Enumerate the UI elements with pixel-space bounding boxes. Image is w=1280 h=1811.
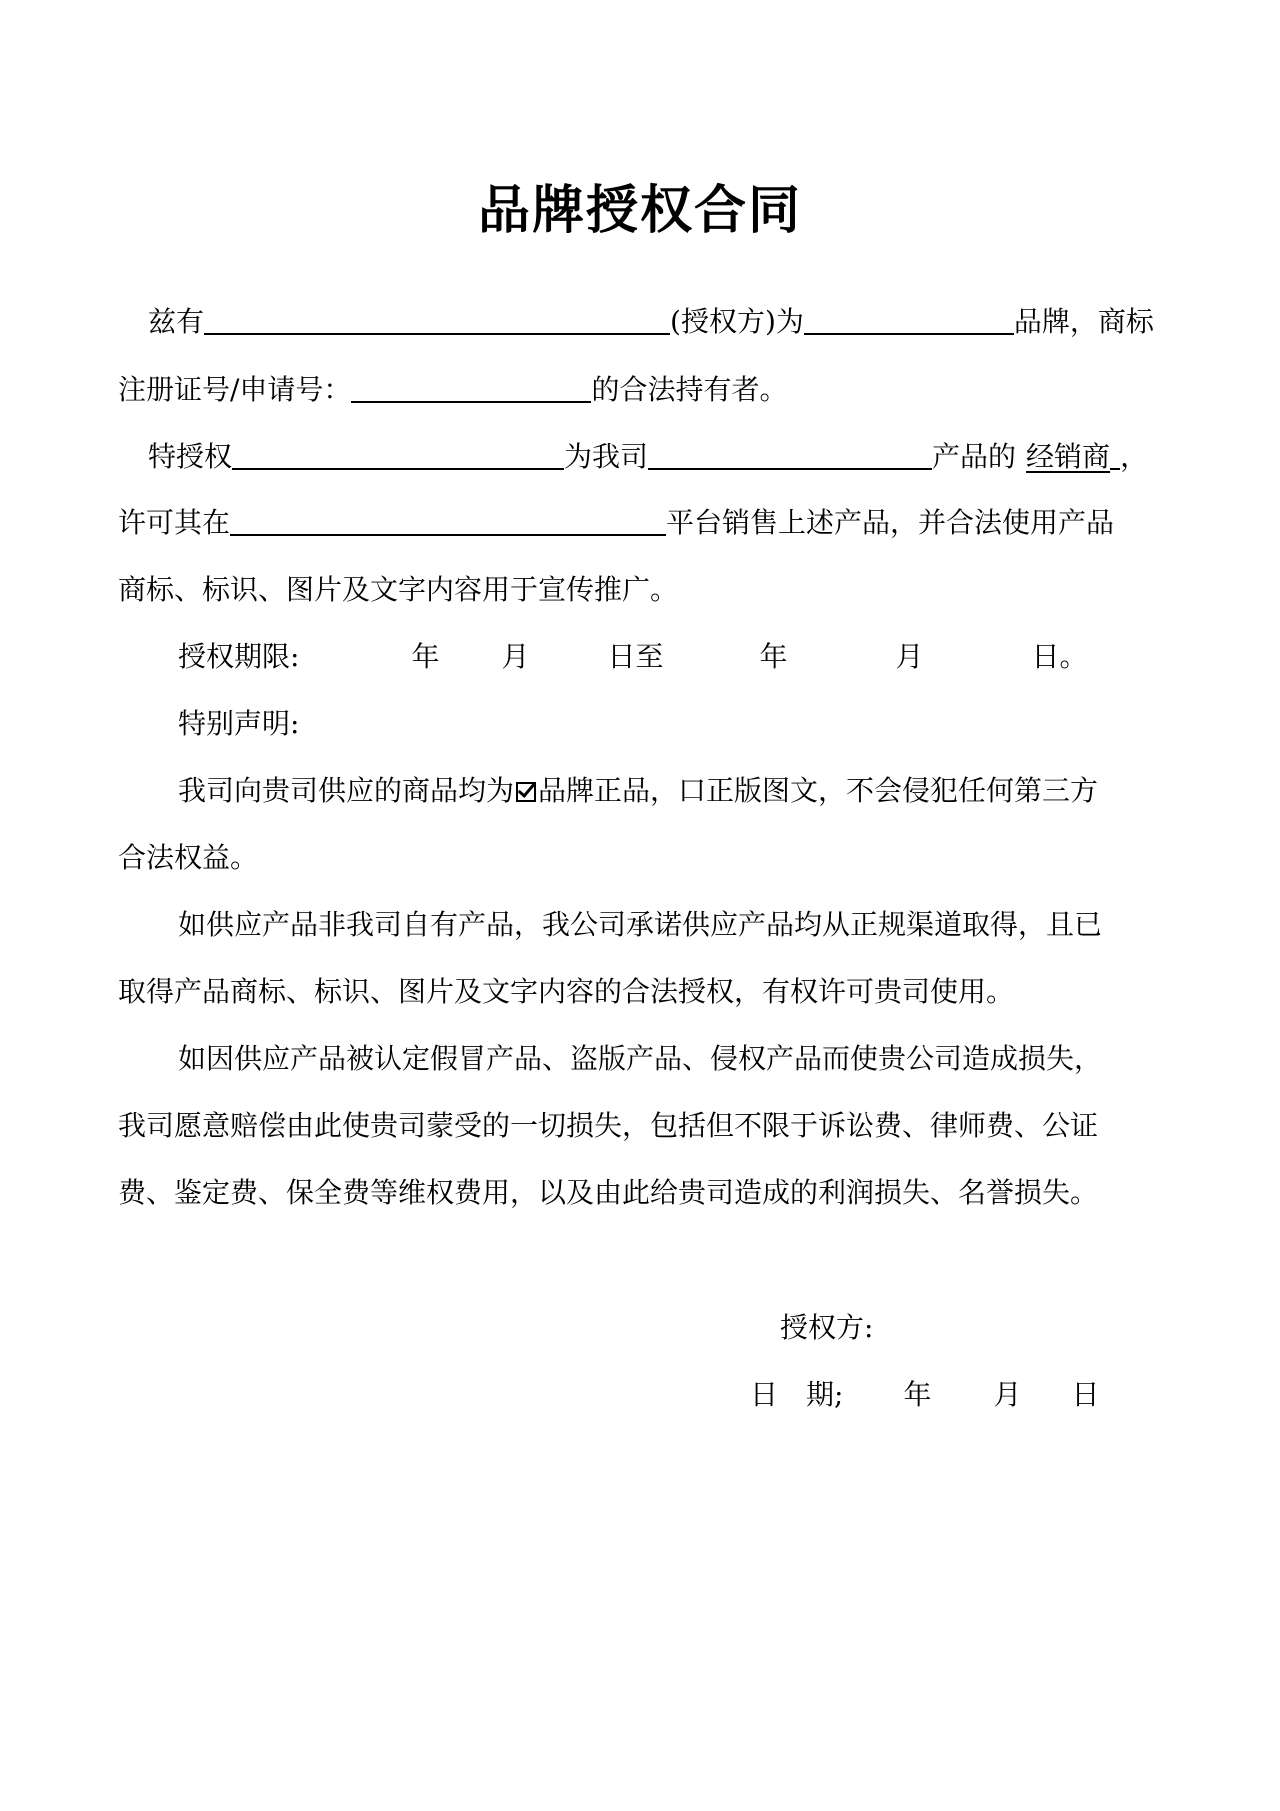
declaration-s2-line2 <box>118 972 1014 1012</box>
period-end-year: 年 <box>759 640 788 673</box>
declaration-heading <box>178 704 299 744</box>
period-start-month: 月 <box>501 640 530 673</box>
text-holder-suffix: 的合法持有者。 <box>591 373 788 406</box>
text-brand-suffix: 品牌，商标 <box>1013 305 1154 338</box>
brand-name-blank[interactable] <box>804 303 1014 335</box>
period-start-year: 年 <box>411 640 440 673</box>
paragraph-authorize-line1 <box>148 437 1148 477</box>
paragraph-grantor-line1 <box>148 302 1154 342</box>
declaration-s3-line2 <box>118 1106 1098 1146</box>
signature-day: 日 <box>1071 1378 1100 1411</box>
text-authorize-prefix: 特授权 <box>148 440 233 473</box>
product-name-blank[interactable] <box>648 438 932 470</box>
text-s1-prefix: 我司向贵司供应的商品均为 <box>178 774 515 807</box>
text-s3-line3: 费、鉴定费、保全费等维权费用，以及由此给贵司造成的利润损失、名誉损失。 <box>118 1176 1099 1209</box>
text-s1-rest: 正版图文，不会侵犯任何第三方 <box>706 774 1099 807</box>
period-label: 授权期限: <box>178 640 300 673</box>
signature-month: 月 <box>993 1378 1022 1411</box>
declaration-s3-line3 <box>118 1173 1098 1213</box>
paragraph-authorize-line3 <box>118 570 678 610</box>
text-comma: ， <box>1120 440 1149 473</box>
signature-date-label: 日 期; <box>750 1378 844 1411</box>
text-s3-line2: 我司愿意赔偿由此使贵司蒙受的一切损失，包括但不限于诉讼费、律师费、公证 <box>118 1109 1099 1142</box>
signature-grantor <box>780 1308 873 1348</box>
paragraph-authorize-line2 <box>118 503 1114 543</box>
declaration-s1-line1 <box>178 771 1098 811</box>
text-grantor-suffix: (授权方)为 <box>670 305 804 338</box>
text-authorize-line3: 商标、标识、图片及文字内容用于宣传推广。 <box>118 573 679 606</box>
period-end-day: 日。 <box>1031 640 1088 673</box>
signature-year: 年 <box>903 1378 932 1411</box>
text-s2-line2: 取得产品商标、标识、图片及文字内容的合法授权，有权许可贵司使用。 <box>118 975 1015 1008</box>
unchecked-box[interactable]: 口 <box>678 774 707 807</box>
text-permit-prefix: 许可其在 <box>118 506 231 539</box>
paragraph-grantor-line2 <box>118 370 787 410</box>
signature-grantor-label: 授权方: <box>780 1311 874 1344</box>
grantor-name-blank[interactable] <box>204 303 670 335</box>
text-s1-line2: 合法权益。 <box>118 841 259 874</box>
period-end-month: 月 <box>895 640 924 673</box>
licensee-name-blank[interactable] <box>232 438 564 470</box>
text-for-our-company: 为我司 <box>564 440 649 473</box>
text-declaration-heading: 特别声明: <box>178 707 300 740</box>
text-platform-suffix: 平台销售上述产品，并合法使用产品 <box>666 506 1115 539</box>
text-prefix: 兹有 <box>148 305 205 338</box>
text-s1-brand: 品牌正品， <box>538 774 679 807</box>
signature-date <box>750 1375 1099 1415</box>
registration-number-blank[interactable] <box>351 371 591 403</box>
text-product-of: 产品的 <box>932 440 1017 473</box>
text-registration-label: 注册证号/申请号： <box>118 373 352 406</box>
text-s2-line1: 如供应产品非我司自有产品，我公司承诺供应产品均从正规渠道取得，且已 <box>178 908 1103 941</box>
declaration-s2-line1 <box>178 905 1102 945</box>
platform-name-blank[interactable] <box>230 504 666 536</box>
document-title: 品牌授权合同 <box>477 181 802 241</box>
authorization-period <box>178 637 1088 677</box>
period-start-day-to: 日至 <box>607 640 664 673</box>
text-s3-line1: 如因供应产品被认定假冒产品、盗版产品、侵权产品而使贵公司造成损失， <box>178 1042 1103 1075</box>
declaration-s1-line2 <box>118 838 258 878</box>
role-dealer: 经销商 <box>1026 440 1111 473</box>
declaration-s3-line1 <box>178 1039 1102 1079</box>
checked-box-icon[interactable] <box>516 782 536 802</box>
